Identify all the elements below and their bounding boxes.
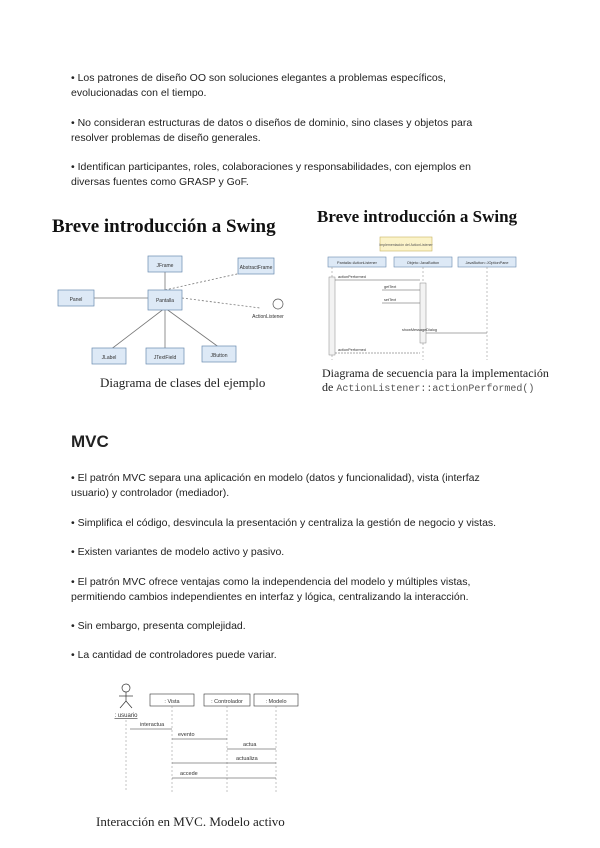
caption-prefix: de: [322, 380, 337, 394]
modelo-label: : Modelo: [265, 699, 287, 705]
intro-bullet-1: • Los patrones de diseño OO son soluciones elegantes a problemas específicos, evolucionadas con el tiempo.: [71, 72, 446, 99]
mvc-bullet-6: • La cantidad de controladores puede variar.: [71, 649, 277, 661]
mvc-bullet-2: • Simplifica el código, desvincula la presentación y centraliza la gestión de negocio y vistas.: [71, 517, 497, 529]
class-label-abstract: AbstractFrame: [239, 265, 273, 271]
mvc-bullet-5: • Sin embargo, presenta complejidad.: [71, 620, 246, 632]
msg-evento: evento: [178, 732, 195, 738]
sequence-msg-1: actionPerformed: [338, 275, 366, 279]
swing-right-caption-line1: Diagrama de secuencia para la implementación: [322, 366, 549, 380]
swing-left-title: Breve introducción a Swing: [52, 216, 276, 237]
sequence-diagram: [322, 235, 522, 365]
class-label-pantalla: Pantalla: [155, 298, 175, 304]
swing-right-title: Breve introducción a Swing: [317, 207, 518, 226]
actor-label: : usuario: [114, 713, 138, 719]
class-label-textfield: JTextField: [153, 355, 177, 361]
sequence-msg-3: setText: [384, 298, 397, 302]
class-diagram: [50, 252, 310, 372]
lifeline-label-1: Pantalla::ActionListener: [337, 261, 377, 265]
mvc-heading: MVC: [71, 432, 109, 451]
caption-code: ActionListener::actionPerformed(): [336, 384, 535, 395]
mvc-bullet-4: • El patrón MVC ofrece ventajas como la independencia del modelo y múltiples vistas, permitiendo cambios independientes en interfaz y lógica, centralizando la interacción.: [71, 576, 471, 603]
msg-interactua: interactua: [140, 722, 165, 728]
class-label-panel: Panel: [69, 297, 83, 303]
mvc-diagram-caption: Interacción en MVC. Modelo activo: [96, 814, 285, 829]
mvc-sequence-diagram: [108, 682, 318, 807]
mvc-bullet-3: • Existen variantes de modelo activo y pasivo.: [71, 546, 285, 558]
class-label-button: JButton: [210, 353, 228, 359]
sequence-note-text: Implementación del ActionListener: [379, 243, 433, 247]
controlador-label: : Controlador: [211, 699, 243, 705]
sequence-msg-2: getText: [384, 285, 397, 289]
class-label-jframe: JFrame: [156, 263, 174, 269]
msg-actualiza: actualiza: [236, 756, 258, 762]
class-label-label: JLabel: [101, 355, 117, 361]
msg-accede: accede: [180, 771, 198, 777]
sequence-msg-4: showMessageDialog: [402, 328, 438, 332]
swing-right-caption-line2: [322, 380, 534, 395]
intro-bullet-3: • Identifican participantes, roles, colaboraciones y responsabilidades, con ejemplos en diversas fuentes como GRASP y GoF.: [71, 161, 471, 188]
sequence-msg-5: actionPerformed: [338, 348, 366, 352]
msg-actua: actua: [243, 742, 257, 748]
mvc-bullet-1: • El patrón MVC separa una aplicación en modelo (datos y funcionalidad), vista (interfaz usuario) y controlador (mediador).: [71, 472, 480, 499]
lifeline-label-3: JavaButton::JOptionPane: [465, 261, 509, 265]
swing-left-caption: Diagrama de clases del ejemplo: [100, 375, 266, 390]
vista-label: : Vista: [164, 699, 180, 705]
actor-head: [122, 684, 130, 692]
intro-bullet-2: • No consideran estructuras de datos o diseños de dominio, sino clases y objetos para resolver problemas de diseño generales.: [71, 117, 473, 144]
class-label-interface: ActionListener: [252, 314, 284, 320]
lifeline-label-2: Objeto::JavaButton: [406, 261, 440, 265]
